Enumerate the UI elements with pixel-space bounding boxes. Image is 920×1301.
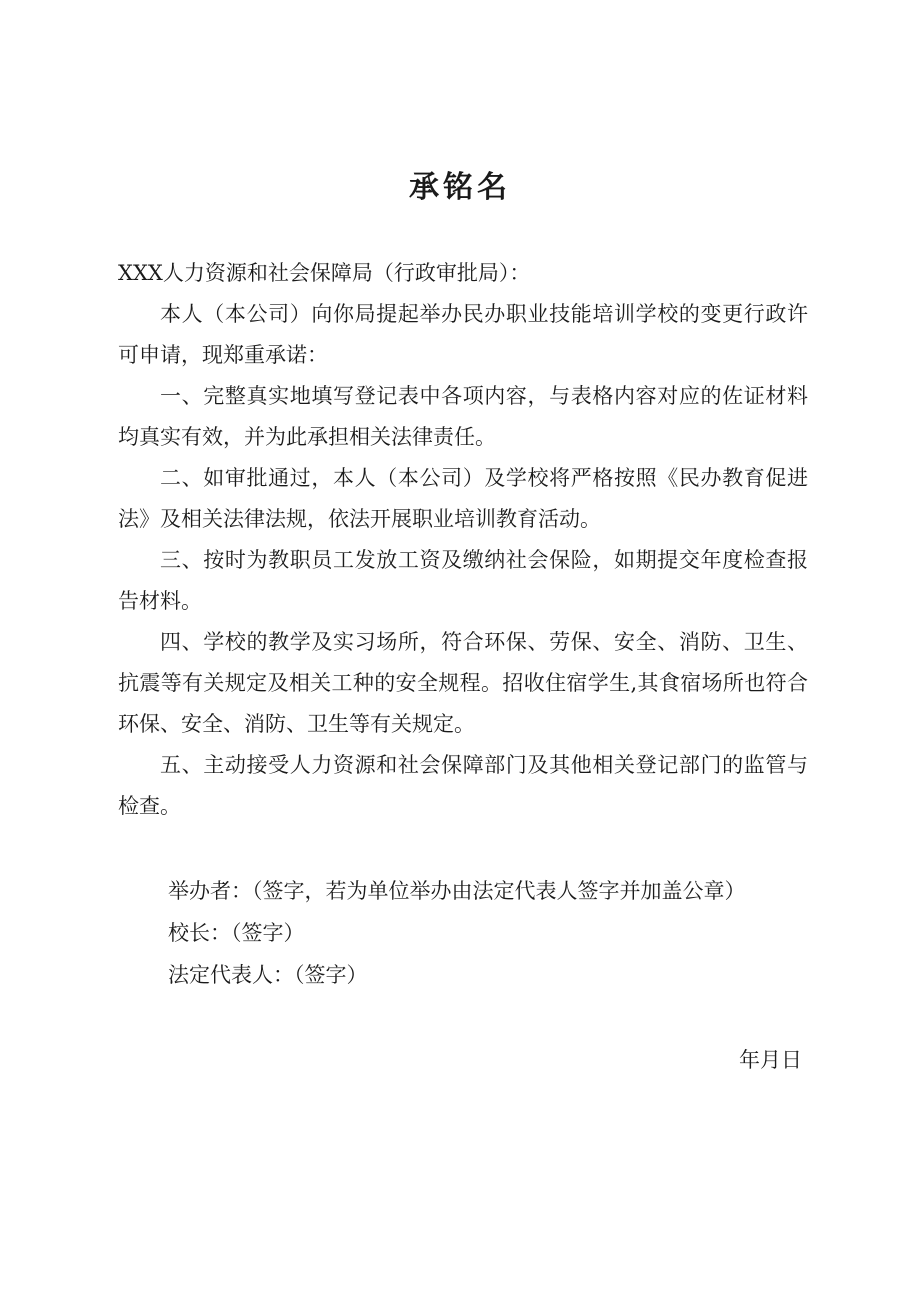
document-body xyxy=(118,253,808,827)
paragraph-item-2: 二、如审批通过，本人（本公司）及学校将严格按照《民办教育促进法》及相关法律法规，依法开展职业培训教育活动。 xyxy=(118,466,808,531)
signature-legal-representative: 法定代表人：（签字） xyxy=(168,963,368,987)
paragraph-item-3: 三、按时为教职员工发放工资及缴纳社会保险，如期提交年度检查报告材料。 xyxy=(118,548,808,613)
signature-organizer: 举办者：（签字，若为单位举办由法定代表人签字并加盖公章） xyxy=(168,879,746,903)
paragraph-item-1: 一、完整真实地填写登记表中各项内容，与表格内容对应的佐证材料均真实有效，并为此承担相关法律责任。 xyxy=(118,384,808,449)
signature-block xyxy=(168,870,818,996)
paragraph-intro: 本人（本公司）向你局提起举办民办职业技能培训学校的变更行政许可申请，现郑重承诺： xyxy=(118,302,808,367)
document-title: 承铭名 xyxy=(409,170,511,205)
paragraph-item-5: 五、主动接受人力资源和社会保障部门及其他相关登记部门的监管与检查。 xyxy=(118,753,808,818)
paragraph-item-4: 四、学校的教学及实习场所，符合环保、劳保、安全、消防、卫生、抗震等有关规定及相关工种的安全规程。招收住宿学生,其食宿场所也符合环保、安全、消防、卫生等有关规定。 xyxy=(118,630,808,736)
salutation: XXX人力资源和社会保障局（行政审批局）： xyxy=(118,261,531,285)
date-line: 年月日 xyxy=(739,1048,802,1072)
signature-principal: 校长：（签字） xyxy=(168,921,305,945)
